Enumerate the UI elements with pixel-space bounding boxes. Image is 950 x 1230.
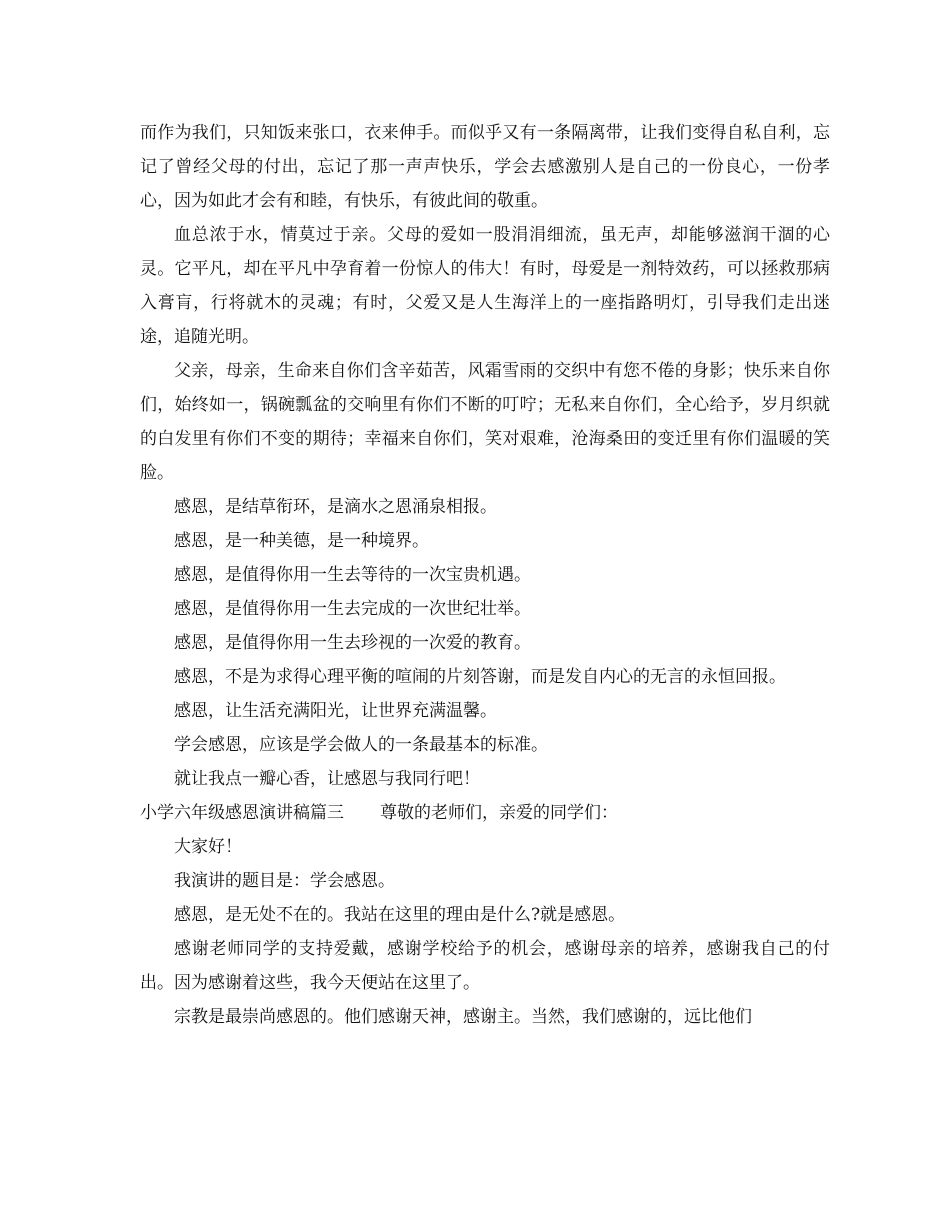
paragraph-9: 感恩，不是为求得心理平衡的喧闹的片刻答谢，而是发自内心的无言的永恒回报。 — [174, 667, 786, 687]
paragraph-after-5: 宗教是最崇尚感恩的。他们感谢天神，感谢主。当然，我们感谢的，远比他们 — [174, 1007, 752, 1027]
paragraph-2: 血总浓于水，情莫过于亲。父母的爱如一股涓涓细流，虽无声，却能够滋润干涸的心灵。它平凡，却在平凡中孕育着一份惊人的伟大！有时，母爱是一剂特效药，可以拯救那病入膏肓，行将就木的灵魂；有时，父爱又是人生海洋上的一座指路明灯，引导我们走出迷途，追随光明。 — [140, 225, 830, 347]
section-heading — [140, 796, 830, 830]
paragraph-7: 感恩，是值得你用一生去完成的一次世纪壮举。 — [174, 599, 531, 619]
paragraph-after-4: 感谢老师同学的支持爱戴，感谢学校给予的机会，感谢母亲的培养，感谢我自己的付出。因为感谢着这些，我今天便站在这里了。 — [140, 939, 830, 993]
paragraph-1: 而作为我们，只知饭来张口，衣来伸手。而似乎又有一条隔离带，让我们变得自私自利，忘记了曾经父母的付出，忘记了那一声声快乐，学会去感激别人是自己的一份良心，一份孝心，因为如此才会有和睦，有快乐，有彼此间的敬重。 — [140, 123, 830, 211]
paragraph-5: 感恩，是一种美德，是一种境界。 — [174, 531, 429, 551]
paragraph-3: 父亲，母亲，生命来自你们含辛茹苦，风霜雪雨的交织中有您不倦的身影；快乐来自你们，始终如一，锅碗瓢盆的交响里有你们不断的叮咛；无私来自你们，全心给予，岁月织就的白发里有你们不变的期待；幸福来自你们，笑对艰难，沧海桑田的变迁里有你们温暖的笑脸。 — [140, 361, 830, 483]
paragraph-10: 感恩，让生活充满阳光，让世界充满温馨。 — [174, 701, 497, 721]
document-body — [140, 116, 830, 1034]
section-title: 小学六年级感恩演讲稿篇三 — [140, 803, 344, 823]
paragraph-after-2: 我演讲的题目是：学会感恩。 — [174, 871, 395, 891]
paragraph-after-3: 感恩，是无处不在的。我站在这里的理由是什么?就是感恩。 — [174, 905, 626, 925]
paragraph-8: 感恩，是值得你用一生去珍视的一次爱的教育。 — [174, 633, 531, 653]
paragraph-12: 就让我点一瓣心香，让感恩与我同行吧！ — [174, 769, 480, 789]
paragraph-after-1: 大家好！ — [174, 837, 242, 857]
paragraph-4: 感恩，是结草衔环，是滴水之恩涌泉相报。 — [174, 497, 497, 517]
paragraph-6: 感恩，是值得你用一生去等待的一次宝贵机遇。 — [174, 565, 531, 585]
salutation: 尊敬的老师们，亲爱的同学们： — [380, 803, 618, 823]
paragraph-11: 学会感恩，应该是学会做人的一条最基本的标准。 — [174, 735, 548, 755]
